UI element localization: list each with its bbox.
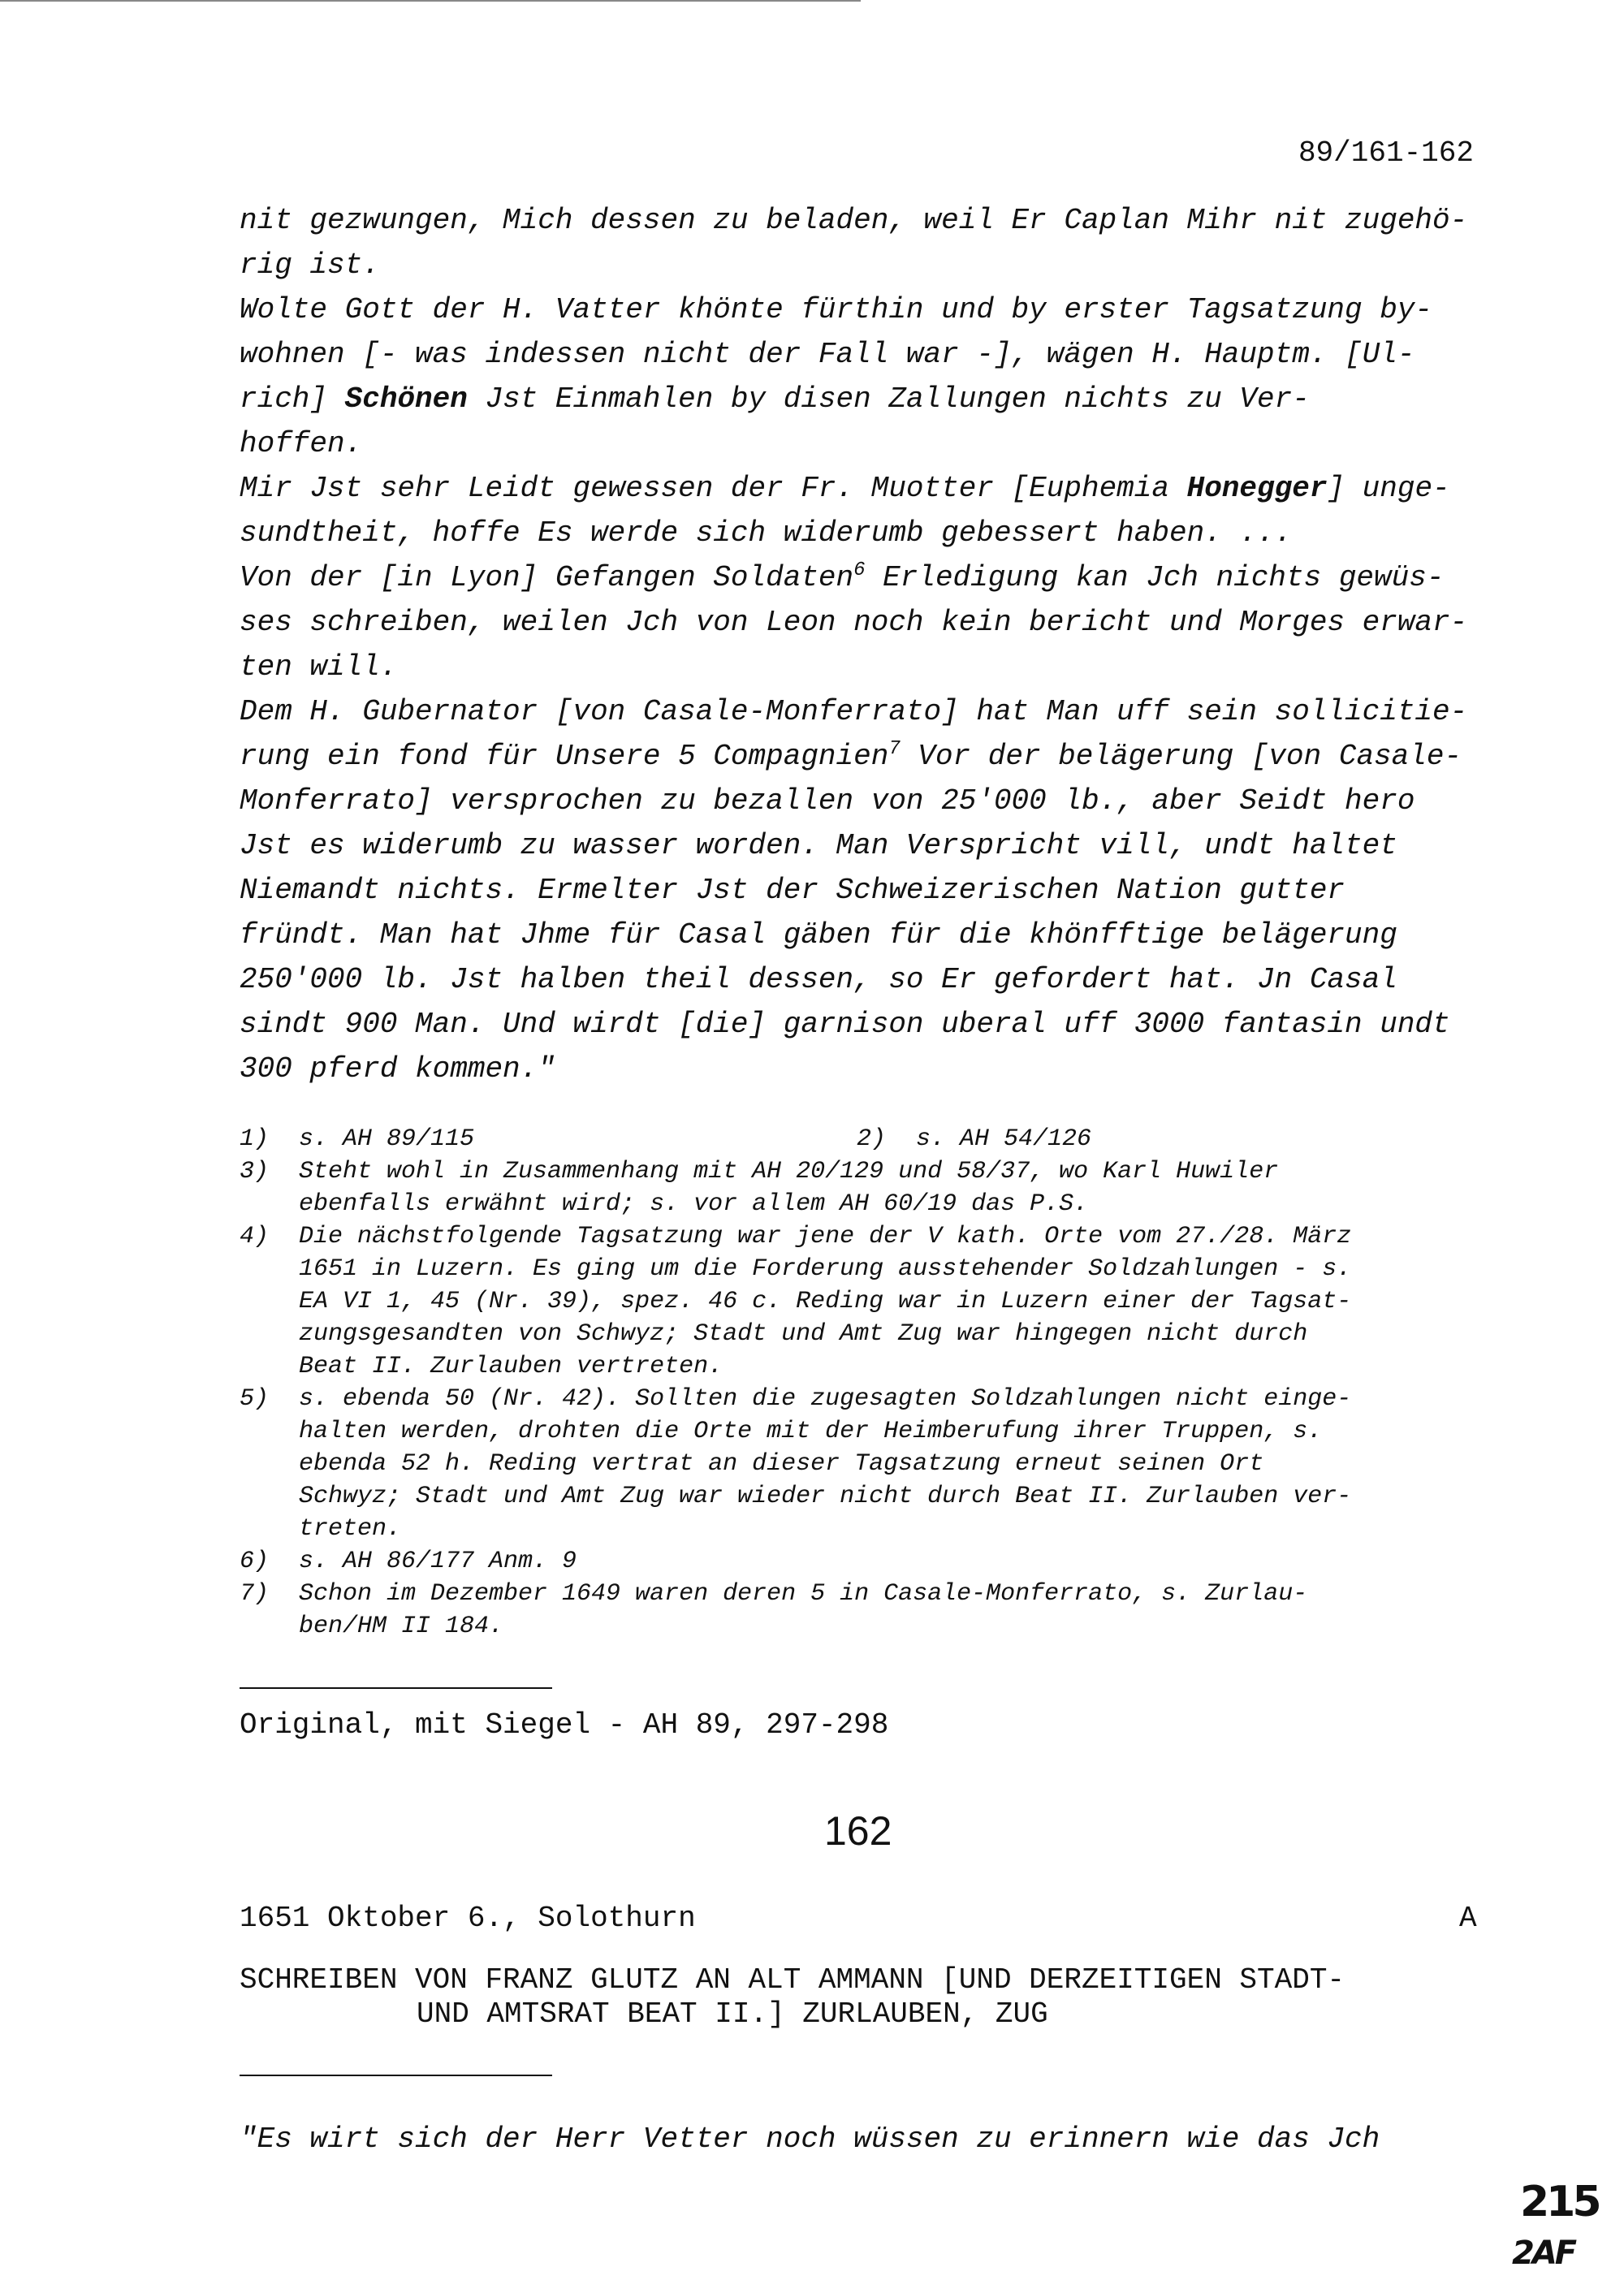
document-title	[240, 1963, 1345, 2032]
text-segment: Von der [in Lyon] Gefangen Soldaten	[240, 561, 854, 594]
text-segment: rung ein fond für Unsere 5 Compagnien	[240, 740, 889, 773]
text-line: hoffen.	[240, 427, 363, 460]
footnotes	[240, 1123, 1482, 1643]
footnote-text: Schwyz; Stadt und Amt Zug war wieder nicht durch Beat II. Zurlauben ver-	[299, 1483, 1352, 1510]
text-line: wohnen [- was indessen nicht der Fall war -], wägen H. Hauptm. [Ul-	[240, 338, 1415, 371]
text-line: sindt 900 Man. Und wirdt [die] garnison uberal uff 3000 fantasin undt	[240, 1008, 1450, 1041]
footnote-row	[240, 1123, 1482, 1155]
footnote-3	[240, 1155, 1482, 1220]
footnote-5	[240, 1383, 1482, 1545]
document-number: 162	[824, 1808, 892, 1854]
section-divider	[240, 2075, 552, 2076]
footnote-text: EA VI 1, 45 (Nr. 39), spez. 46 c. Reding war in Luzern einer der Tagsat-	[299, 1288, 1352, 1315]
title-line: SCHREIBEN VON FRANZ GLUTZ AN ALT AMMANN [UND DERZEITIGEN STADT-	[240, 1963, 1345, 1997]
footnote-number: 2)	[857, 1125, 887, 1153]
footnote-number: 3)	[240, 1158, 270, 1185]
footnote-text: ebenfalls erwähnt wird; s. vor allem AH 60/19 das P.S.	[299, 1190, 1089, 1218]
date-place: 1651 Oktober 6., Solothurn	[240, 1902, 696, 1935]
text-line: sundtheit, hoffe Es werde sich widerumb gebessert haben. ...	[240, 516, 1293, 550]
footnote-text: 1651 in Luzern. Es ging um die Forderung ausstehender Soldzahlungen - s.	[299, 1255, 1352, 1283]
text-line: nit gezwungen, Mich dessen zu beladen, weil Er Caplan Mihr nit zugehö-	[240, 204, 1468, 237]
section-divider	[240, 1687, 552, 1689]
text-line: 250'000 lb. Jst halben theil dessen, so Er gefordert hat. Jn Casal	[240, 963, 1397, 996]
text-line	[240, 466, 1474, 511]
text-segment: rich]	[240, 382, 328, 416]
footnote-text: s. AH 86/177 Anm. 9	[299, 1548, 577, 1575]
handwritten-folio-number: 215	[1520, 2178, 1599, 2226]
footnote-text: ben/HM II 184.	[299, 1613, 504, 1640]
footnote-4	[240, 1220, 1482, 1383]
footnote-ref-7: 7	[888, 738, 901, 760]
footnote-ref-6: 6	[853, 559, 866, 581]
text-line: fründt. Man hat Jhme für Casal gäben für die khönfftige belägerung	[240, 918, 1397, 952]
text-line	[240, 555, 1474, 600]
footnote-text: Schon im Dezember 1649 waren deren 5 in Casale-Monferrato, s. Zurlau-	[299, 1580, 1308, 1608]
text-segment: ] unge-	[1327, 472, 1450, 505]
text-line: Jst es widerumb zu wasser worden. Man Verspricht vill, undt haltet	[240, 829, 1397, 862]
source-line: Original, mit Siegel - AH 89, 297-298	[240, 1708, 889, 1742]
footnote-text: s. ebenda 50 (Nr. 42). Sollten die zugesagten Soldzahlungen nicht einge-	[299, 1385, 1352, 1413]
handwritten-folio-number-alt: 2AF	[1512, 2235, 1575, 2272]
scan-edge-line	[0, 0, 861, 2]
footnote-text: Beat II. Zurlauben vertreten.	[299, 1353, 723, 1380]
footnote-text: halten werden, drohten die Orte mit der Heimberufung ihrer Truppen, s.	[299, 1418, 1323, 1445]
title-line: UND AMTSRAT BEAT II.] ZURLAUBEN, ZUG	[417, 1997, 1048, 2031]
footnote-number: 6)	[240, 1548, 270, 1575]
classification-letter: A	[1459, 1902, 1477, 1935]
text-line	[240, 377, 1474, 421]
text-segment: Erledigung kan Jch nichts gewüs-	[865, 561, 1445, 594]
text-line: Monferrato] versprochen zu bezallen von 25'000 lb., aber Seidt hero	[240, 784, 1415, 818]
footnote-text: ebenda 52 h. Reding vertrat an dieser Tagsatzung erneut seinen Ort	[299, 1450, 1264, 1478]
bold-name-schoenen: Schönen	[344, 382, 468, 416]
text-line: ses schreiben, weilen Jch von Leon noch kein bericht und Morges erwar-	[240, 606, 1468, 639]
text-line: rig ist.	[240, 248, 380, 282]
text-line: Dem H. Gubernator [von Casale-Monferrato] hat Man uff sein sollicitie-	[240, 695, 1468, 728]
footnote-text: Die nächstfolgende Tagsatzung war jene der V kath. Orte vom 27./28. März	[299, 1223, 1352, 1250]
bold-name-honegger: Honegger	[1186, 472, 1328, 505]
text-segment: Mir Jst sehr Leidt gewessen der Fr. Muotter [Euphemia	[240, 472, 1187, 505]
footnote-text: Steht wohl in Zusammenhang mit AH 20/129 und 58/37, wo Karl Huwiler	[299, 1158, 1279, 1185]
text-segment: Jst Einmahlen by disen Zallungen nichts zu Ver-	[467, 382, 1310, 416]
text-line: ten will.	[240, 650, 398, 684]
text-line: Niemandt nichts. Ermelter Jst der Schweizerischen Nation gutter	[240, 874, 1345, 907]
footnote-number: 7)	[240, 1580, 270, 1608]
footnote-text: s. AH 89/115	[299, 1125, 475, 1153]
document-reference: 89/161-162	[1298, 136, 1474, 170]
footnote-number: 4)	[240, 1223, 270, 1250]
letter-continuation	[240, 198, 1474, 1091]
text-segment: Vor der belägerung [von Casale-	[900, 740, 1462, 773]
footnote-number: 1)	[240, 1125, 270, 1153]
footnote-7	[240, 1578, 1482, 1643]
text-line	[240, 734, 1474, 779]
footnote-6	[240, 1545, 1482, 1578]
opening-line: "Es wirt sich der Herr Vetter noch wüssen zu erinnern wie das Jch	[240, 2122, 1380, 2156]
text-line: Wolte Gott der H. Vatter khönte fürthin und by erster Tagsatzung by-	[240, 293, 1433, 326]
footnote-text: zungsgesandten von Schwyz; Stadt und Amt Zug war hingegen nicht durch	[299, 1320, 1308, 1348]
text-line: 300 pferd kommen."	[240, 1052, 555, 1086]
footnote-text: treten.	[299, 1515, 402, 1543]
footnote-text: s. AH 54/126	[916, 1125, 1092, 1153]
footnote-number: 5)	[240, 1385, 270, 1413]
